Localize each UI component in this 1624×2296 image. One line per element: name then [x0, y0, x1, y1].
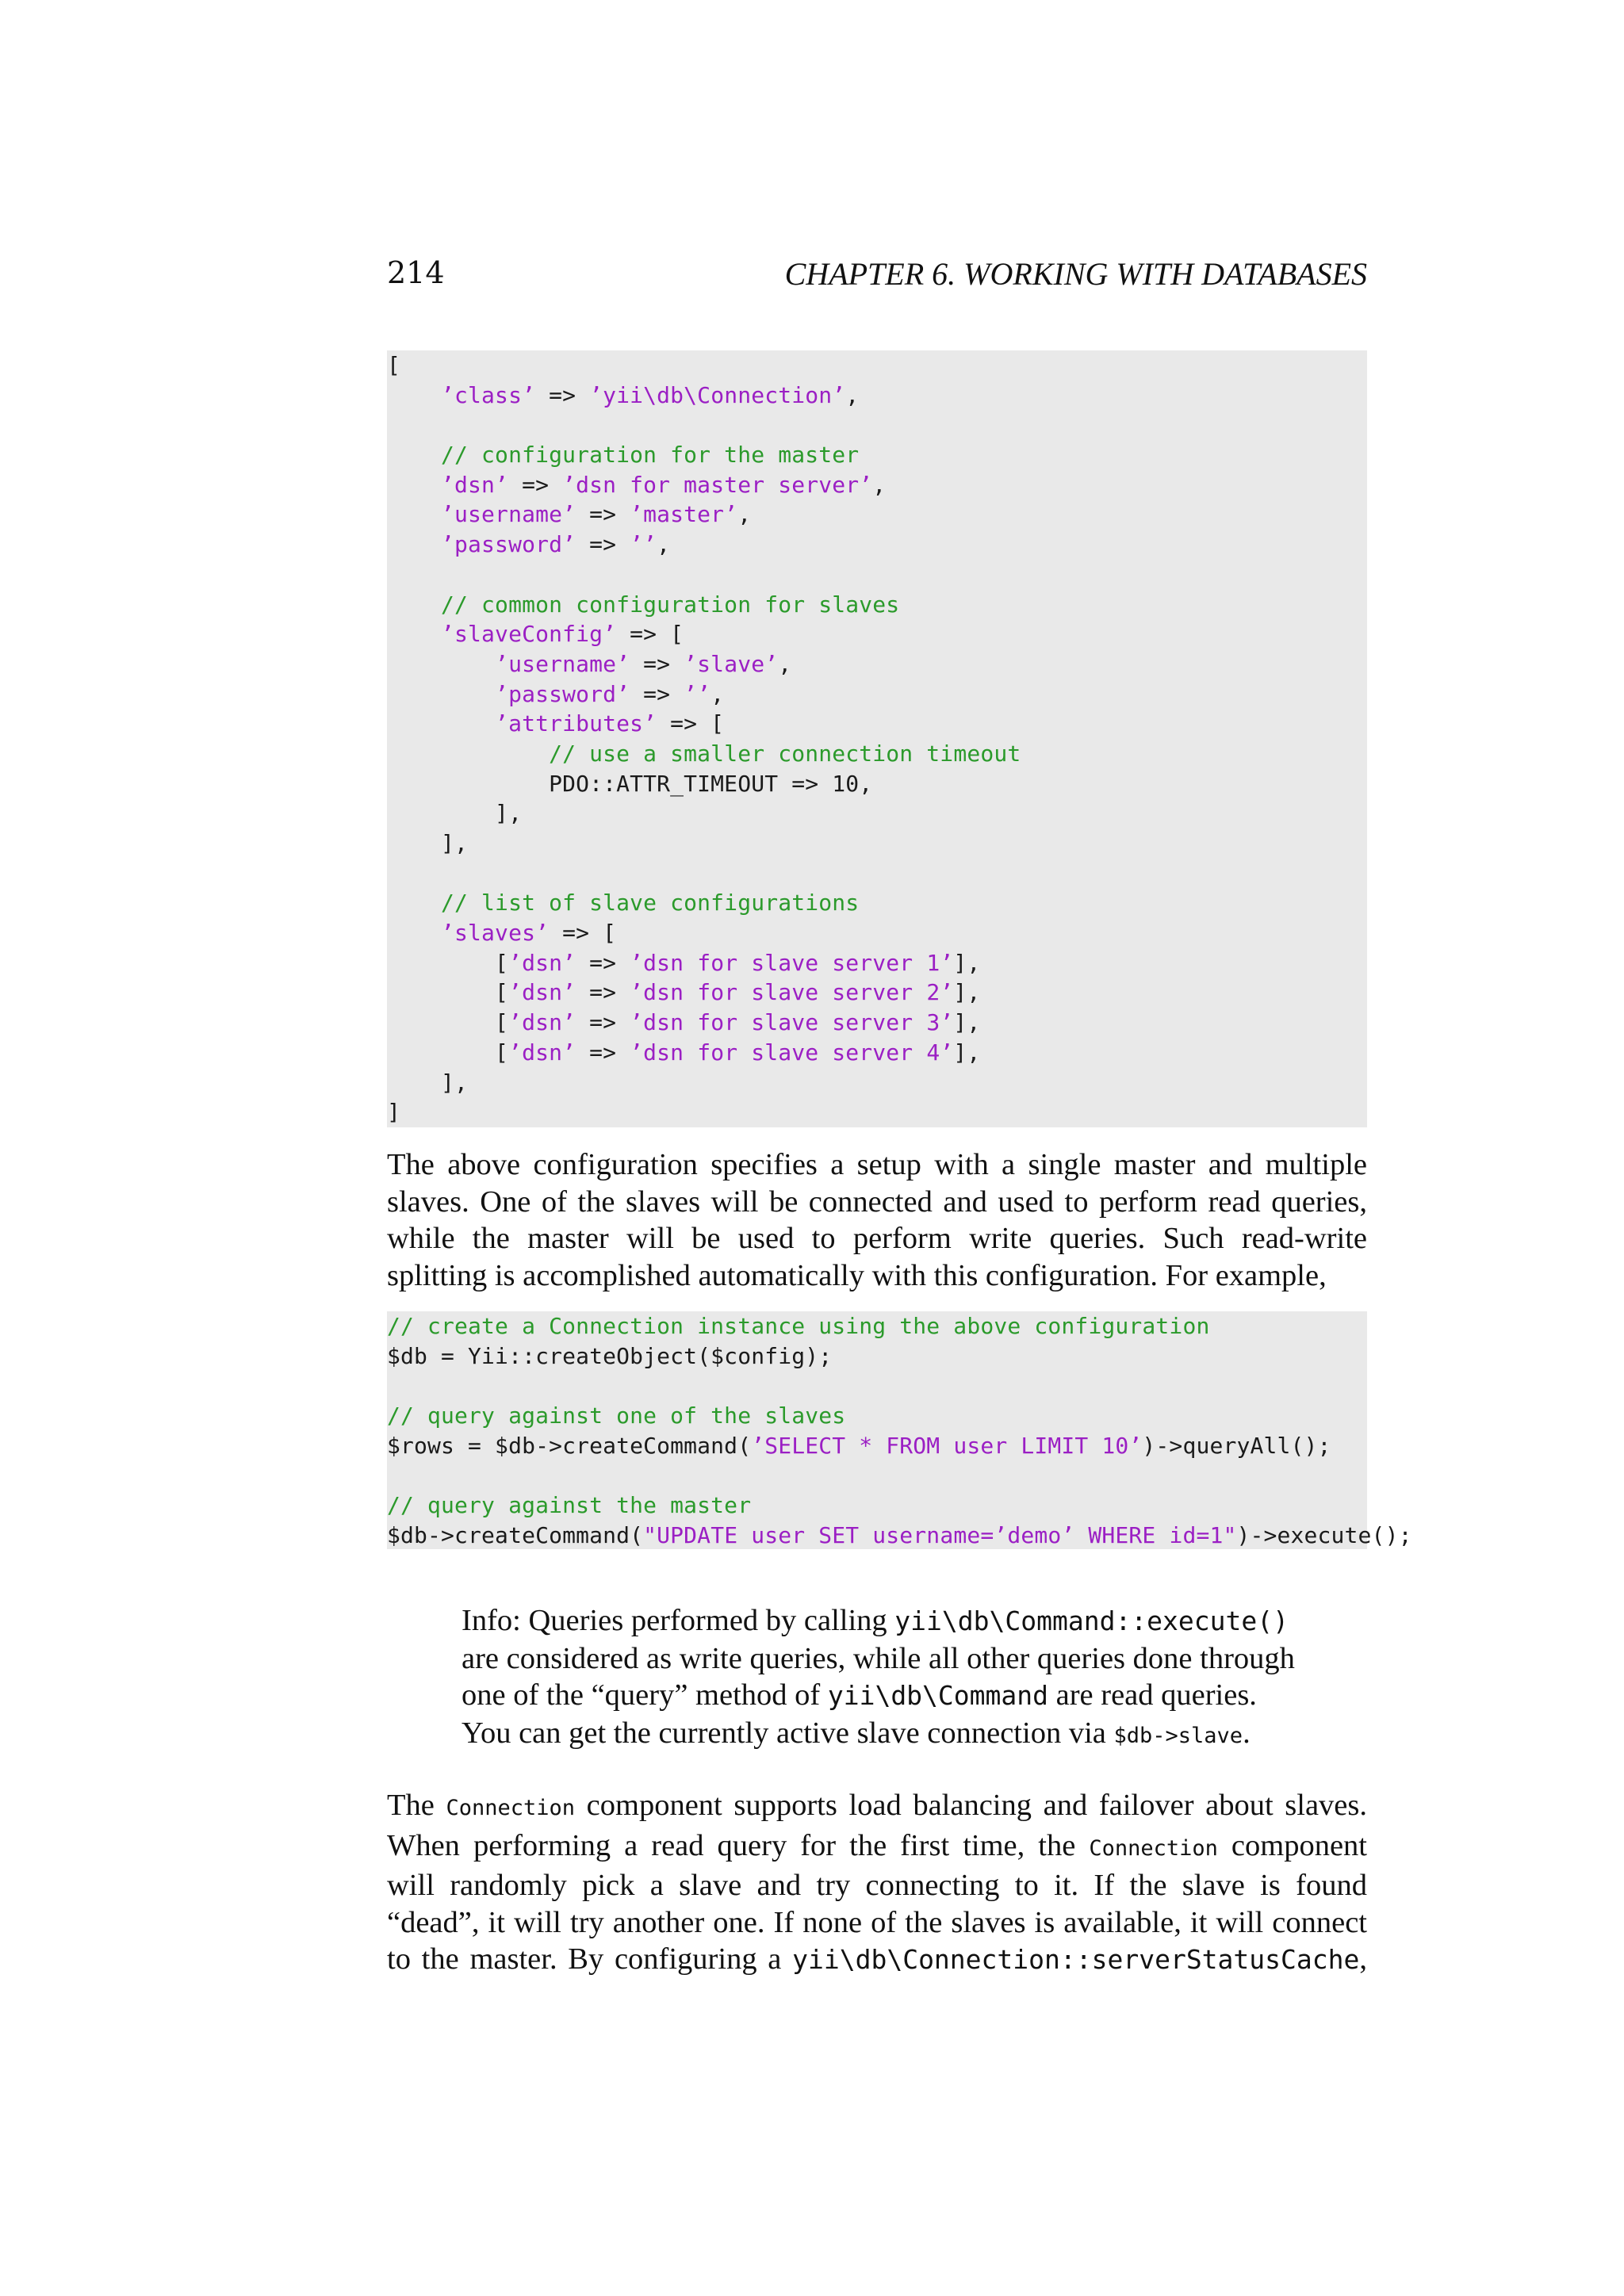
code-comment: // query against one of the slaves — [387, 1402, 846, 1429]
code-text: => [ — [657, 710, 725, 737]
code-text: ], — [387, 800, 523, 827]
code-text: PDO::ATTR_TIMEOUT => 10, — [387, 770, 873, 797]
code-text: => — [576, 531, 630, 558]
code-text — [387, 651, 495, 677]
paragraph-line — [387, 1827, 1367, 1868]
code-comment: // create a Connection instance using the above configuration — [387, 1313, 1210, 1339]
code-text: )->queryAll(); — [1142, 1432, 1331, 1459]
code-line — [387, 918, 1367, 948]
code-text — [387, 920, 441, 946]
code-text: [ — [387, 1039, 509, 1066]
code-text: ], — [953, 1009, 981, 1036]
code-line — [387, 350, 1367, 381]
code-string: ’dsn for slave server 3’ — [630, 1009, 954, 1036]
code-string: ’password’ — [495, 680, 630, 707]
code-text: [ — [387, 979, 509, 1006]
code-line — [387, 948, 1367, 978]
inline-code: Connection — [1089, 1835, 1218, 1861]
code-line — [387, 530, 1367, 560]
paragraph-line: The above configuration specifies a setup with a single master and multiple — [387, 1148, 1367, 1181]
code-line — [387, 1431, 1367, 1461]
code-comment: // use a smaller connection timeout — [549, 740, 1021, 767]
paragraph-line: while the master will be used to perform write queries. Such read-write — [387, 1222, 1367, 1255]
code-text: => — [535, 381, 590, 408]
paragraph-line: “dead”, it will try another one. If none of the slaves is available, it will connect — [387, 1905, 1367, 1939]
code-string: ’yii\db\Connection’ — [589, 381, 846, 408]
inline-code: yii\db\Command::execute() — [894, 1605, 1289, 1636]
code-line — [387, 440, 1367, 470]
code-line — [387, 381, 1367, 411]
code-line — [387, 560, 1367, 590]
code-text: => — [576, 949, 630, 976]
code-line — [387, 709, 1367, 739]
code-line — [387, 410, 1367, 440]
code-string: ’slaveConfig’ — [441, 621, 617, 648]
code-text: [ — [387, 352, 401, 378]
code-text — [387, 442, 441, 468]
paragraph-line: splitting is accomplished automatically with this configuration. For example, — [387, 1258, 1327, 1292]
paragraph-line — [387, 1941, 1367, 1979]
paragraph-text: to the master. By configuring a — [387, 1942, 793, 1976]
code-text: => [ — [616, 621, 684, 648]
code-text: => — [576, 979, 630, 1006]
info-text: . — [1243, 1716, 1251, 1750]
paragraph-load-balancing — [387, 1787, 1367, 1979]
code-string: ’dsn’ — [508, 1039, 576, 1066]
code-line — [387, 1008, 1367, 1038]
code-string: ’dsn’ — [508, 1009, 576, 1036]
chapter-title: CHAPTER 6. WORKING WITH DATABASES — [784, 256, 1367, 292]
code-line — [387, 888, 1367, 918]
paragraph-line — [387, 1787, 1367, 1827]
code-text: => — [508, 471, 563, 498]
code-line — [387, 679, 1367, 710]
info-text: are read queries. — [1048, 1678, 1257, 1712]
code-string: ’dsn for master server’ — [562, 471, 873, 498]
code-text: , — [657, 531, 671, 558]
code-line — [387, 1038, 1367, 1068]
code-string: ’SELECT * FROM user LIMIT 10’ — [751, 1432, 1143, 1459]
page-header — [387, 255, 1367, 295]
paragraph-text: The — [387, 1789, 446, 1822]
code-comment: // common configuration for slaves — [441, 591, 900, 618]
code-line — [387, 798, 1367, 828]
code-line — [387, 1490, 1367, 1521]
code-text — [387, 740, 549, 767]
code-line — [387, 1371, 1367, 1401]
info-line: are considered as write queries, while all other queries done through — [462, 1641, 1295, 1675]
code-text — [387, 382, 441, 408]
paragraph-text: , — [1359, 1942, 1367, 1976]
code-text — [387, 710, 495, 737]
code-string: ’password’ — [441, 531, 576, 558]
code-line — [387, 1401, 1367, 1431]
code-text: => — [630, 680, 684, 707]
code-text: $db = Yii::createObject($config); — [387, 1342, 833, 1369]
code-block-master-slave-config — [387, 350, 1367, 1127]
code-text: => [ — [549, 920, 617, 947]
paragraph-text: When performing a read query for the first time, the — [387, 1828, 1090, 1862]
code-text: => — [576, 501, 630, 528]
code-string: ’master’ — [630, 501, 738, 528]
code-string: ’’ — [684, 680, 711, 707]
code-text — [387, 531, 441, 557]
code-text: )->execute(); — [1236, 1521, 1412, 1548]
code-line — [387, 649, 1367, 679]
code-text — [387, 890, 441, 916]
code-line — [387, 828, 1367, 859]
info-text: one of the “query” method of — [462, 1678, 828, 1712]
code-text: [ — [387, 1009, 509, 1036]
inline-code: $db->slave — [1113, 1723, 1243, 1748]
code-text — [387, 681, 495, 707]
code-text — [387, 591, 441, 618]
code-line — [387, 590, 1367, 620]
code-text: $rows = $db->createCommand( — [387, 1432, 752, 1459]
code-line — [387, 1521, 1412, 1551]
code-text — [387, 621, 441, 647]
code-comment: // configuration for the master — [441, 442, 860, 469]
info-text: Info: Queries performed by calling — [462, 1604, 895, 1637]
code-text: => — [630, 650, 684, 677]
code-string: ’slaves’ — [441, 920, 550, 947]
code-string: ’dsn’ — [441, 471, 509, 498]
code-text: , — [872, 471, 887, 498]
inline-code: yii\db\Connection::serverStatusCache — [792, 1944, 1360, 1975]
code-text: ], — [953, 1039, 981, 1066]
info-line — [462, 1715, 1318, 1755]
paragraph-line: slaves. One of the slaves will be connected and used to perform read queries, — [387, 1184, 1367, 1219]
code-line — [387, 859, 1367, 889]
code-string: ’dsn’ — [508, 979, 576, 1006]
code-text: [ — [387, 949, 509, 976]
code-string: ’dsn for slave server 2’ — [630, 979, 954, 1006]
code-comment: // query against the master — [387, 1492, 752, 1519]
code-line — [387, 470, 1367, 500]
code-line — [387, 1068, 1367, 1098]
code-string: ’dsn for slave server 4’ — [630, 1039, 954, 1066]
code-text: , — [710, 680, 725, 707]
code-text: $db->createCommand( — [387, 1521, 644, 1548]
code-block-usage-example — [387, 1311, 1412, 1549]
code-line — [387, 769, 1367, 799]
code-line — [387, 1311, 1367, 1341]
code-line — [387, 499, 1367, 530]
code-line — [387, 1097, 1367, 1127]
code-text: ], — [953, 979, 981, 1006]
code-text: ], — [387, 830, 469, 856]
page-number: 214 — [387, 255, 445, 290]
code-string: ’dsn’ — [508, 949, 576, 976]
code-string: ’dsn for slave server 1’ — [630, 949, 954, 976]
code-text: ], — [387, 1069, 469, 1096]
code-string: ’slave’ — [684, 650, 779, 677]
code-string: ’’ — [630, 531, 657, 558]
code-comment: // list of slave configurations — [441, 890, 860, 916]
code-string: ’attributes’ — [495, 710, 657, 737]
code-text: , — [845, 381, 860, 408]
code-text — [387, 501, 441, 527]
code-string: "UPDATE user SET username=’demo’ WHERE id=1" — [643, 1521, 1237, 1548]
paragraph-text: component supports load balancing and failover about slaves. — [575, 1789, 1368, 1822]
code-line — [387, 978, 1367, 1008]
code-string: ’class’ — [441, 381, 536, 408]
paragraph-read-write-splitting — [387, 1146, 1367, 1294]
inline-code: yii\db\Command — [827, 1680, 1048, 1711]
info-line — [462, 1602, 1318, 1640]
code-text: ] — [387, 1099, 401, 1126]
paragraph-text: component — [1217, 1828, 1367, 1862]
code-line — [387, 1460, 1367, 1490]
paragraph-line: will randomly pick a slave and try connecting to it. If the slave is found — [387, 1869, 1367, 1902]
inline-code: Connection — [446, 1796, 576, 1820]
code-text: ], — [953, 949, 981, 976]
info-note — [462, 1602, 1318, 1755]
code-text: => — [576, 1009, 630, 1036]
code-text: , — [778, 650, 792, 677]
info-line — [462, 1677, 1318, 1715]
code-line — [387, 739, 1367, 769]
code-text — [387, 472, 441, 498]
code-text: , — [737, 501, 752, 528]
code-text: => — [576, 1039, 630, 1066]
code-string: ’username’ — [441, 501, 576, 528]
code-line — [387, 619, 1367, 649]
info-text: You can get the currently active slave connection via — [462, 1716, 1114, 1750]
code-line — [387, 1341, 1367, 1372]
code-string: ’username’ — [495, 650, 630, 677]
